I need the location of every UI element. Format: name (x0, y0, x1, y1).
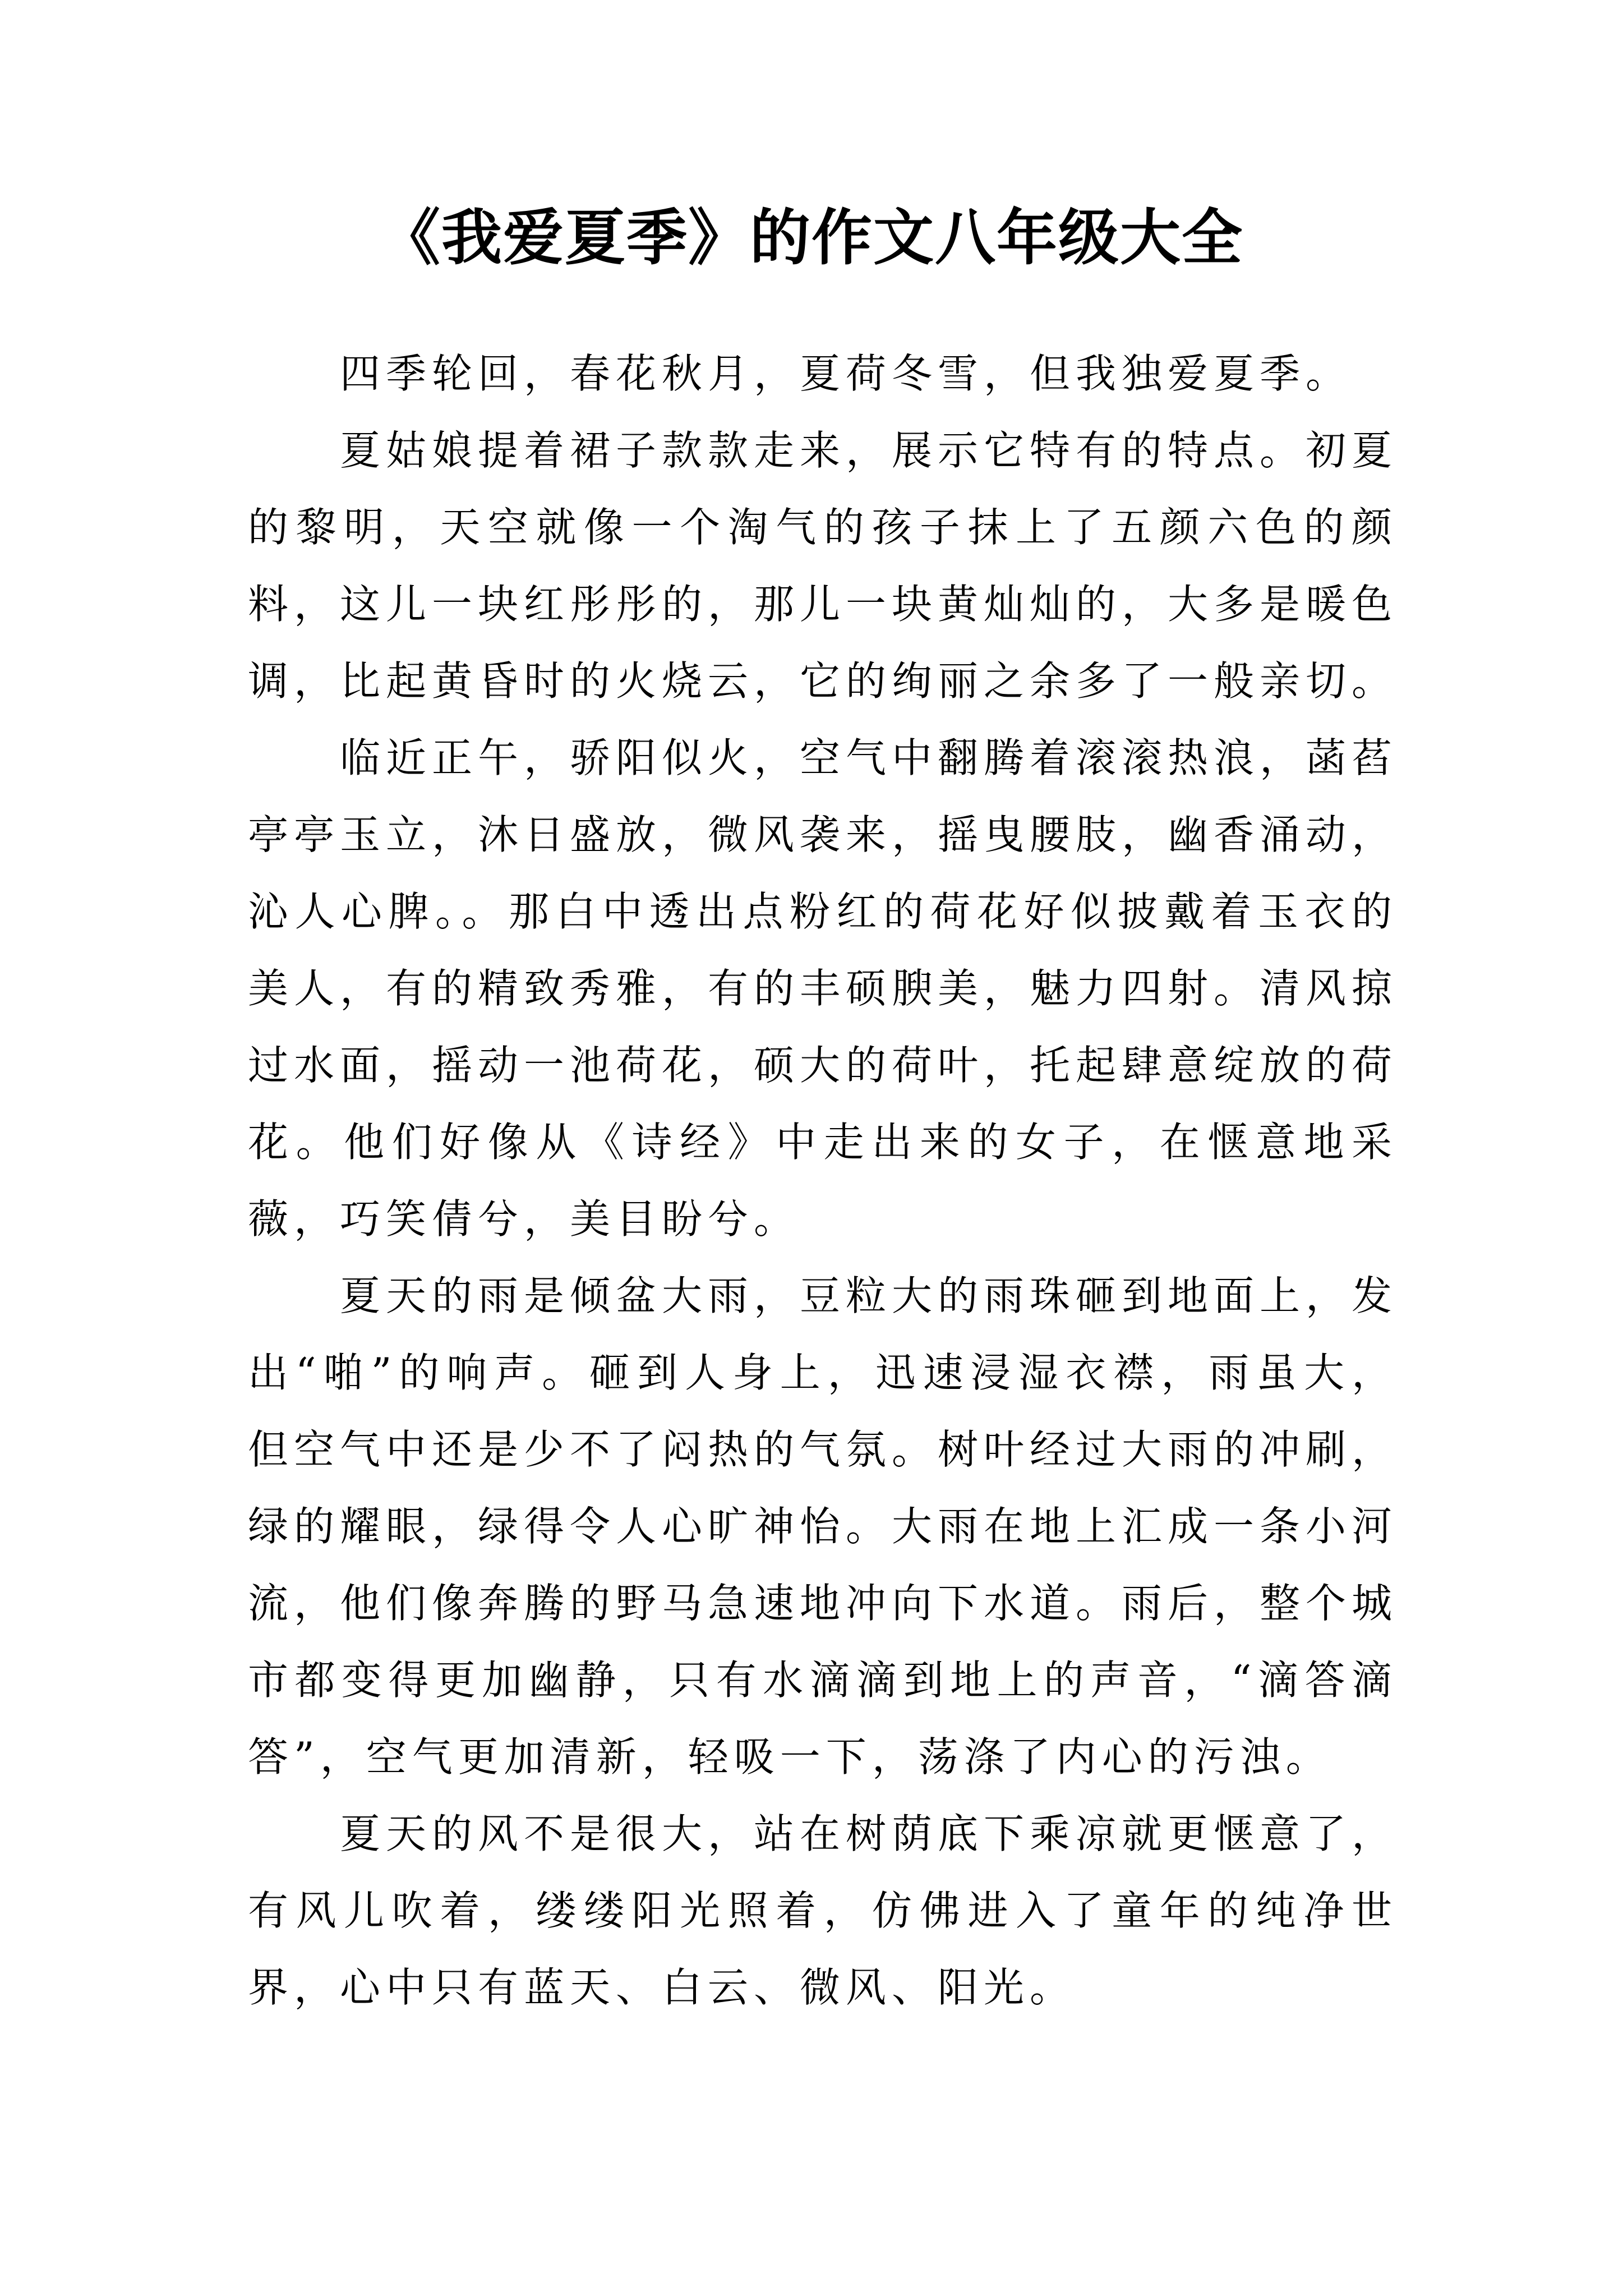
document-body (248, 335, 1398, 2026)
document-title: 《我爱夏季》的作文八年级大全 (379, 203, 1243, 273)
paragraph-5: 夏天的风不是很大，站在树荫底下乘凉就更惬意了，有风儿吹着，缕缕阳光照着，仿佛进入了童年的纯净世界，心中只有蓝天、白云、微风、阳光。 (248, 1810, 1398, 2011)
paragraph-2: 夏姑娘提着裙子款款走来，展示它特有的特点。初夏的黎明，天空就像一个淘气的孩子抹上了五颜六色的颜料，这儿一块红彤彤的，那儿一块黄灿灿的，大多是暖色调，比起黄昏时的火烧云，它的绚丽之余多了一般亲切。 (248, 427, 1398, 705)
paragraph-4: 夏天的雨是倾盆大雨，豆粒大的雨珠砸到地面上，发出“啪”的响声。砸到人身上，迅速浸湿衣襟，雨虽大，但空气中还是少不了闷热的气氛。树叶经过大雨的冲刷，绿的耀眼，绿得令人心旷神怡。大雨在地上汇成一条小河流，他们像奔腾的野马急速地冲向下水道。雨后，整个城市都变得更加幽静，只有水滴滴到地上的声音，“滴答滴答”，空气更加清新，轻吸一下，荡涤了内心的污浊。 (248, 1272, 1398, 1780)
paragraph-3: 临近正午，骄阳似火，空气中翻腾着滚滚热浪，菡萏亭亭玉立，沐日盛放，微风袭来，摇曳腰肢，幽香涌动，沁人心脾。。那白中透出点粉红的荷花好似披戴着玉衣的美人，有的精致秀雅，有的丰硕腴美，魅力四射。清风掠过水面，摇动一池荷花，硕大的荷叶，托起肆意绽放的荷花。他们好像从《诗经》中走出来的女子，在惬意地采薇，巧笑倩兮，美目盼兮。 (248, 734, 1398, 1243)
paragraph-1: 四季轮回，春花秋月，夏荷冬雪，但我独爱夏季。 (340, 350, 1352, 397)
